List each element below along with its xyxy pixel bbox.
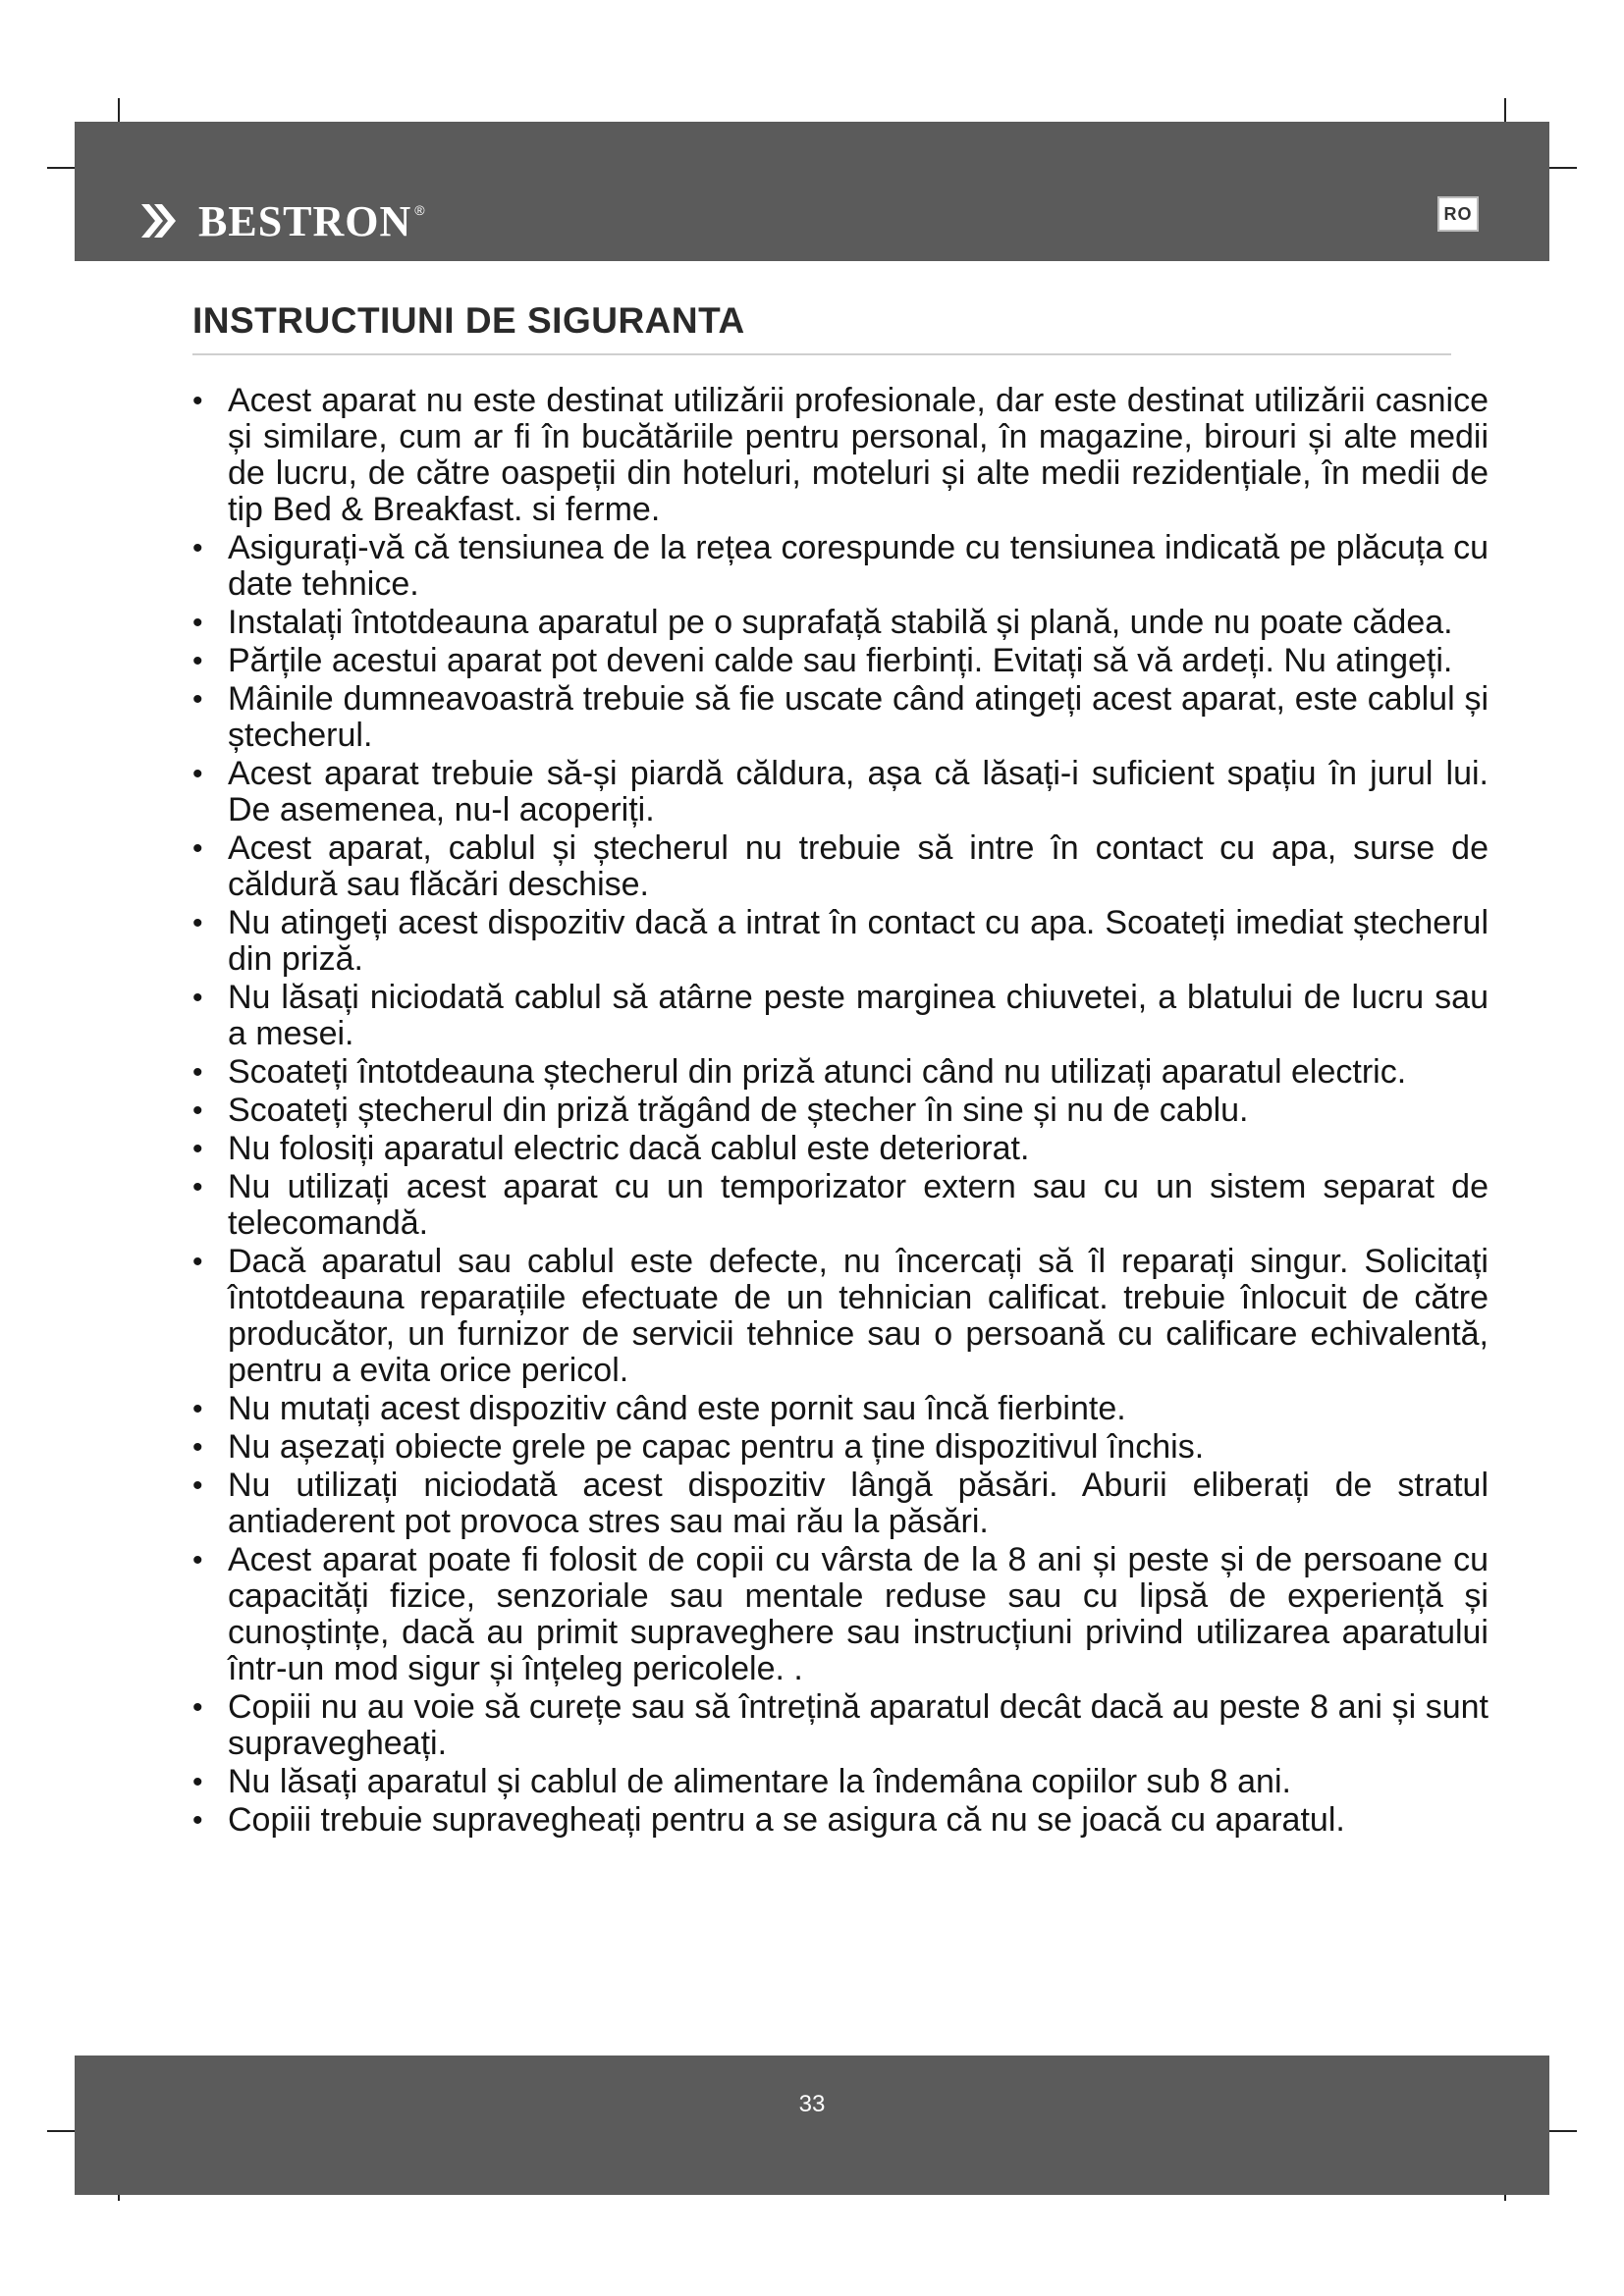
page-number: 33 <box>798 2091 826 2117</box>
list-item: • Dacă aparatul sau cablul este defecte, nu încercați să îl reparați singur. Solicitați întotdeauna reparațiile efectuate de un tehnician calificat. trebuie înlocuit de către producător, un furnizor de servicii tehnice sau o persoană cu calificare echivalentă, pentru a evita orice pericol. <box>192 1244 1489 1389</box>
list-item: • Nu folosiți aparatul electric dacă cablul este deteriorat. <box>192 1131 1489 1167</box>
list-item: • Acest aparat trebuie să-și piardă căldura, așa că lăsați-i suficient spațiu în jurul lui. De asemenea, nu-l acoperiți. <box>192 756 1489 828</box>
list-item: • Nu utilizați acest aparat cu un temporizator extern sau cu un sistem separat de telecomandă. <box>192 1169 1489 1242</box>
list-item: • Nu lăsați aparatul și cablul de alimentare la îndemâna copiilor sub 8 ani. <box>192 1764 1489 1800</box>
safety-instructions <box>192 383 1489 1841</box>
title-divider <box>192 353 1451 355</box>
header-band <box>75 122 1549 261</box>
list-item: • Scoateți ștecherul din priză trăgând de ștecher în sine și nu de cablu. <box>192 1093 1489 1129</box>
registered-mark: ® <box>414 202 425 218</box>
footer-band <box>75 2056 1549 2195</box>
list-item: • Mâinile dumneavoastră trebuie să fie uscate când atingeți acest aparat, este cablul și ștecherul. <box>192 681 1489 754</box>
brand-chevron-icon <box>141 202 190 240</box>
list-item: • Instalați întotdeauna aparatul pe o suprafață stabilă și plană, unde nu poate cădea. <box>192 605 1489 641</box>
list-item: • Nu utilizați niciodată acest dispozitiv lângă păsări. Aburii eliberați de stratul antiaderent pot provoca stres sau mai rău la păsări. <box>192 1468 1489 1540</box>
instruction-list <box>192 383 1489 1839</box>
list-item: • Copiii nu au voie să curețe sau să întrețină aparatul decât dacă au peste 8 ani și sunt supravegheați. <box>192 1689 1489 1762</box>
page-title: INSTRUCTIUNI DE SIGURANTA <box>192 300 745 341</box>
list-item: • Copiii trebuie supravegheați pentru a se asigura că nu se joacă cu aparatul. <box>192 1802 1489 1839</box>
list-item: • Acest aparat nu este destinat utilizării profesionale, dar este destinat utilizării casnice și similare, cum ar fi în bucătăriile pentru personal, în magazine, birouri și alte medii de lucru, de către oaspeții din hoteluri, moteluri și alte medii rezidențiale, în medii de tip Bed & Breakfast. si ferme. <box>192 383 1489 528</box>
list-item: • Nu așezați obiecte grele pe capac pentru a ține dispozitivul închis. <box>192 1429 1489 1466</box>
brand-name: BESTRON <box>198 197 412 245</box>
brand-logo <box>141 197 425 245</box>
list-item: • Acest aparat poate fi folosit de copii cu vârsta de la 8 ani și peste și de persoane cu capacități fizice, senzoriale sau mentale reduse sau cu lipsă de experiență și cunoștințe, dacă au primit supraveghere sau instrucțiuni privind utilizarea aparatului într-un mod sigur și înțeleg pericolele. . <box>192 1542 1489 1687</box>
list-item: • Părțile acestui aparat pot deveni calde sau fierbinți. Evitați să vă ardeți. Nu atingeți. <box>192 643 1489 679</box>
list-item: • Asigurați-vă că tensiunea de la rețea corespunde cu tensiunea indicată pe plăcuța cu date tehnice. <box>192 530 1489 603</box>
list-item: • Nu atingeți acest dispozitiv dacă a intrat în contact cu apa. Scoateți imediat ștecherul din priză. <box>192 905 1489 978</box>
list-item: • Acest aparat, cablul și ștecherul nu trebuie să intre în contact cu apa, surse de căldură sau flăcări deschise. <box>192 830 1489 903</box>
list-item: • Nu mutați acest dispozitiv când este pornit sau încă fierbinte. <box>192 1391 1489 1427</box>
language-badge: RO <box>1437 196 1479 232</box>
list-item: • Scoateți întotdeauna ștecherul din priză atunci când nu utilizați aparatul electric. <box>192 1054 1489 1091</box>
list-item: • Nu lăsați niciodată cablul să atârne peste marginea chiuvetei, a blatului de lucru sau a mesei. <box>192 980 1489 1052</box>
